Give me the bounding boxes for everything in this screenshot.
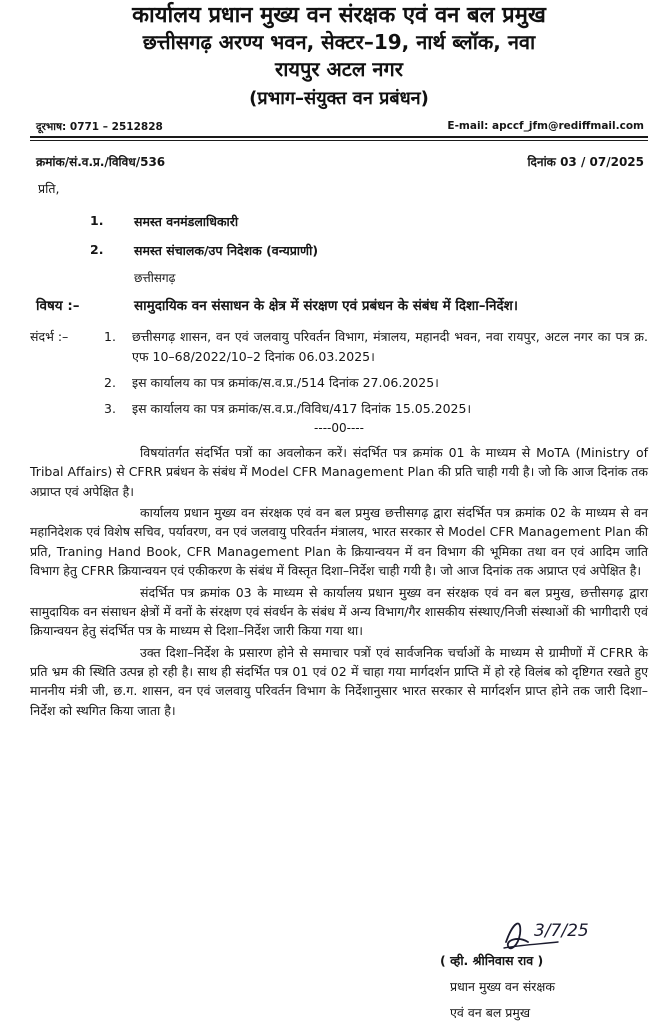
email-address: E-mail: apccf_jfm@rediffmail.com bbox=[447, 120, 644, 132]
reference-text: इस कार्यालय का पत्र क्रमांक/स.व.प्र./514 दिनांक 27.06.2025। bbox=[132, 374, 439, 390]
subject-label: विषय :– bbox=[36, 298, 80, 314]
addressee-item bbox=[30, 213, 648, 230]
signature-block bbox=[440, 912, 630, 1020]
addressee-text: समस्त वनमंडलाधिकारी bbox=[134, 214, 239, 229]
letter-body bbox=[30, 443, 648, 720]
reference-number: 3. bbox=[104, 400, 116, 416]
addressee-number: 1. bbox=[90, 213, 104, 228]
addressee-state: छत्तीसगढ़ bbox=[134, 271, 176, 285]
section-separator: ----00---- bbox=[314, 420, 364, 435]
phone-number: दूरभाष: 0771 – 2512828 bbox=[36, 121, 163, 133]
reference-text: इस कार्यालय का पत्र क्रमांक/स.व.प्र./विविध/417 दिनांक 15.05.2025। bbox=[132, 400, 472, 416]
body-paragraph: कार्यालय प्रधान मुख्य वन संरक्षक एवं वन बल प्रमुख छत्तीसगढ़ द्वारा संदर्भित पत्र क्रमांक 02 के माध्यम से वन महानिदेशक एवं विशेष सचिव, पर्यावरण, वन एवं जलवायु परिवर्तन मंत्रालय, भारत सरकार से Model CFR Management Plan की प्रति, Traning Hand Book, CFR Management Plan के क्रियान्वयन में वन विभाग की भूमिका तथा वन एवं आदिम जाति विभाग हेतु CFRR क्रियान्वयन एवं एकीकरण के संबंध में विस्तृत दिशा–निर्देश चाही गयी है। जो आज दिनांक तक अप्राप्त एवं अपेक्षित है। bbox=[30, 505, 648, 579]
signatory-designation: प्रधान मुख्य वन संरक्षक bbox=[450, 979, 555, 994]
reference-item bbox=[30, 327, 648, 367]
office-title: कार्यालय प्रधान मुख्य वन संरक्षक एवं वन बल प्रमुख bbox=[132, 3, 546, 28]
body-paragraph: संदर्भित पत्र क्रमांक 03 के माध्यम से कार्यालय प्रधान मुख्य वन संरक्षक एवं वन बल प्रमुख, छत्तीसगढ़ द्वारा सामुदायिक वन संसाधन क्षेत्रों में वनों के संरक्षण एवं संवर्धन के संबंध में अन्य विभाग/गैर शासकीय संस्थाए/निजी संस्थाओं की भागीदारी एवं क्रियान्वयन हेतु संदर्भित पत्र के माध्यम से दिशा–निर्देश जारी किया गया था। bbox=[30, 584, 648, 639]
handwritten-date: 3/7/25 bbox=[534, 921, 589, 941]
to-label: प्रति, bbox=[38, 181, 60, 196]
reference-number: 1. bbox=[104, 328, 116, 344]
reference-item bbox=[30, 399, 648, 419]
reference-number: 2. bbox=[104, 374, 116, 390]
addressee-number: 2. bbox=[90, 242, 104, 257]
handwritten-signature bbox=[500, 912, 610, 956]
subject-text: सामुदायिक वन संसाधन के क्षेत्र में संरक्षण एवं प्रबंधन के संबंध में दिशा–निर्देश। bbox=[134, 298, 518, 314]
office-address: छत्तीसगढ़ अरण्य भवन, सेक्टर–19, नार्थ ब्लॉक, नवा bbox=[142, 29, 536, 54]
letter-number: क्रमांक/सं.व.प्र./विविध/536 bbox=[36, 155, 166, 169]
addressee-item bbox=[30, 242, 648, 259]
references-block bbox=[30, 327, 648, 419]
reference-row bbox=[30, 153, 648, 170]
reference-item bbox=[30, 373, 648, 393]
addressee-list bbox=[30, 213, 648, 259]
header-rule bbox=[30, 136, 648, 138]
body-paragraph: उक्त दिशा–निर्देश के प्रसारण होने से समाचार पत्रों एवं सार्वजनिक चर्चाओं के माध्यम से ग्रामीणों में CFRR के प्रति भ्रम की स्थिति उत्पन्न हो रही है। साथ ही संदर्भित पत्र 01 एवं 02 में चाहा गया मार्गदर्शन प्राप्ति में हो रहे विलंब को दृष्टिगत रखते हुए माननीय मंत्री जी, छ.ग. शासन, वन एवं जलवायु परिवर्तन विभाग के निर्देशानुसार भारत सरकार से मार्गदर्शन प्राप्त होने तक जारी दिशा–निर्देश को स्थगित किया जाता है। bbox=[30, 644, 648, 718]
contact-row bbox=[30, 120, 648, 134]
signatory-name: ( व्ही. श्रीनिवास राव ) bbox=[440, 953, 544, 968]
signatory-designation-2: एवं वन बल प्रमुख bbox=[450, 1005, 531, 1020]
header-rule-thin bbox=[30, 140, 648, 141]
office-division: (प्रभाग–संयुक्त वन प्रबंधन) bbox=[249, 87, 429, 109]
office-city: रायपुर अटल नगर bbox=[275, 56, 403, 81]
subject-block bbox=[30, 296, 648, 317]
addressee-text: समस्त संचालक/उप निदेशक (वन्यप्राणी) bbox=[134, 243, 319, 258]
body-paragraph: विषयांतर्गत संदर्भित पत्रों का अवलोकन करें। संदर्भित पत्र क्रमांक 01 के माध्यम से MoTA (Ministry of Tribal Affairs) से CFRR प्रबंधन के संबंध में Model CFR Management Plan की प्रति चाही गयी है। जो कि आज दिनांक तक अप्राप्त एवं अपेक्षित है। bbox=[30, 444, 648, 499]
reference-text: छत्तीसगढ़ शासन, वन एवं जलवायु परिवर्तन विभाग, मंत्रालय, महानदी भवन, नवा रायपुर, अटल नगर का पत्र क्र. एफ 10–68/2022/10–2 दिनांक 06.03.2025। bbox=[132, 328, 648, 364]
letter-date: दिनांक 03 / 07/2025 bbox=[527, 155, 644, 169]
references-label: संदर्भ :– bbox=[30, 328, 69, 344]
